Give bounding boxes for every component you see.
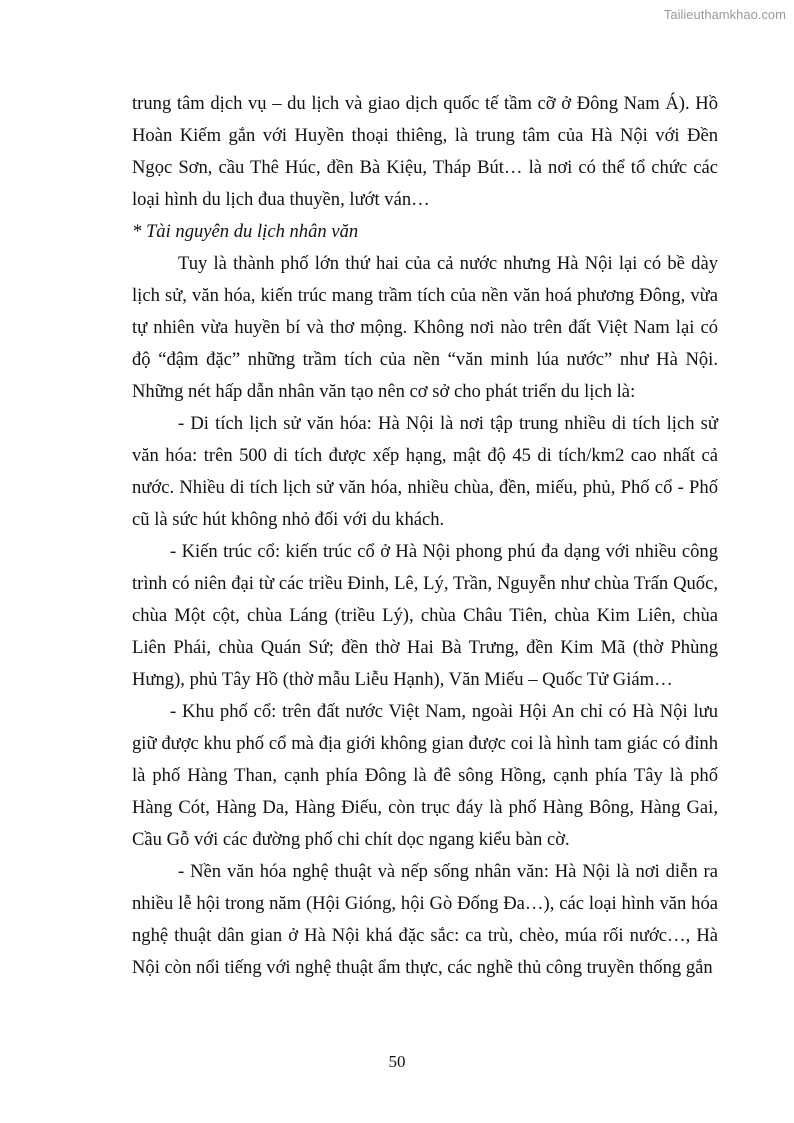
document-body — [132, 88, 718, 984]
paragraph-intro: Tuy là thành phố lớn thứ hai của cả nước nhưng Hà Nội lại có bề dày lịch sử, văn hóa, kiến trúc mang trầm tích của nền văn hoá phương Đông, vừa tự nhiên vừa huyền bí và thơ mộng. Không nơi nào trên đất Việt Nam lại có độ “đậm đặc” những trầm tích của nền “văn minh lúa nước” như Hà Nội. Những nét hấp dẫn nhân văn tạo nên cơ sở cho phát triển du lịch là: — [132, 253, 718, 402]
paragraph-continuation: trung tâm dịch vụ – du lịch và giao dịch quốc tế tầm cỡ ở Đông Nam Á). Hồ Hoàn Kiếm gắn với Huyền thoại thiêng, là trung tâm của Hà Nội với Đền Ngọc Sơn, cầu Thê Húc, đền Bà Kiệu, Tháp Bút… là nơi có thể tổ chức các loại hình du lịch đua thuyền, lướt ván… — [132, 93, 718, 210]
paragraph-historic-relics: - Di tích lịch sử văn hóa: Hà Nội là nơi tập trung nhiều di tích lịch sử văn hóa: trên 500 di tích được xếp hạng, mật độ 45 di tích/km2 cao nhất cả nước. Nhiều di tích lịch sử văn hóa, nhiều chùa, đền, miếu, phủ, Phố cổ - Phố cũ là sức hút không nhỏ đối với du khách. — [132, 413, 718, 530]
paragraph-old-quarter: - Khu phố cổ: trên đất nước Việt Nam, ngoài Hội An chỉ có Hà Nội lưu giữ được khu phố cổ mà địa giới không gian được coi là hình tam giác có đỉnh là phố Hàng Than, cạnh phía Đông là đê sông Hồng, cạnh phía Tây là phố Hàng Cót, Hàng Da, Hàng Điếu, còn trục đáy là phố Hàng Bông, Hàng Gai, Cầu Gỗ với các đường phố chi chít dọc ngang kiểu bàn cờ. — [132, 701, 718, 850]
paragraph-ancient-architecture: - Kiến trúc cổ: kiến trúc cổ ở Hà Nội phong phú đa dạng với nhiều công trình có niên đại từ các triều Đinh, Lê, Lý, Trần, Nguyễn như chùa Trấn Quốc, chùa Một cột, chùa Láng (triều Lý), chùa Châu Tiên, chùa Kim Liên, chùa Liên Phái, chùa Quán Sứ; đền thờ Hai Bà Trưng, đền Kim Mã (thờ Phùng Hưng), phủ Tây Hồ (thờ mẫu Liễu Hạnh), Văn Miếu – Quốc Tử Giám… — [132, 541, 718, 690]
watermark-text: Tailieuthamkhao.com — [663, 7, 786, 22]
section-heading: * Tài nguyên du lịch nhân văn — [132, 221, 359, 242]
page-number: 50 — [388, 1052, 406, 1071]
paragraph-culture-arts: - Nền văn hóa nghệ thuật và nếp sống nhân văn: Hà Nội là nơi diễn ra nhiều lễ hội trong năm (Hội Gióng, hội Gò Đống Đa…), các loại hình văn hóa nghệ thuật dân gian ở Hà Nội khá đặc sắc: ca trù, chèo, múa rối nước…, Hà Nội còn nổi tiếng với nghệ thuật ẩm thực, các nghề thủ công truyền thống gắn — [132, 861, 718, 978]
